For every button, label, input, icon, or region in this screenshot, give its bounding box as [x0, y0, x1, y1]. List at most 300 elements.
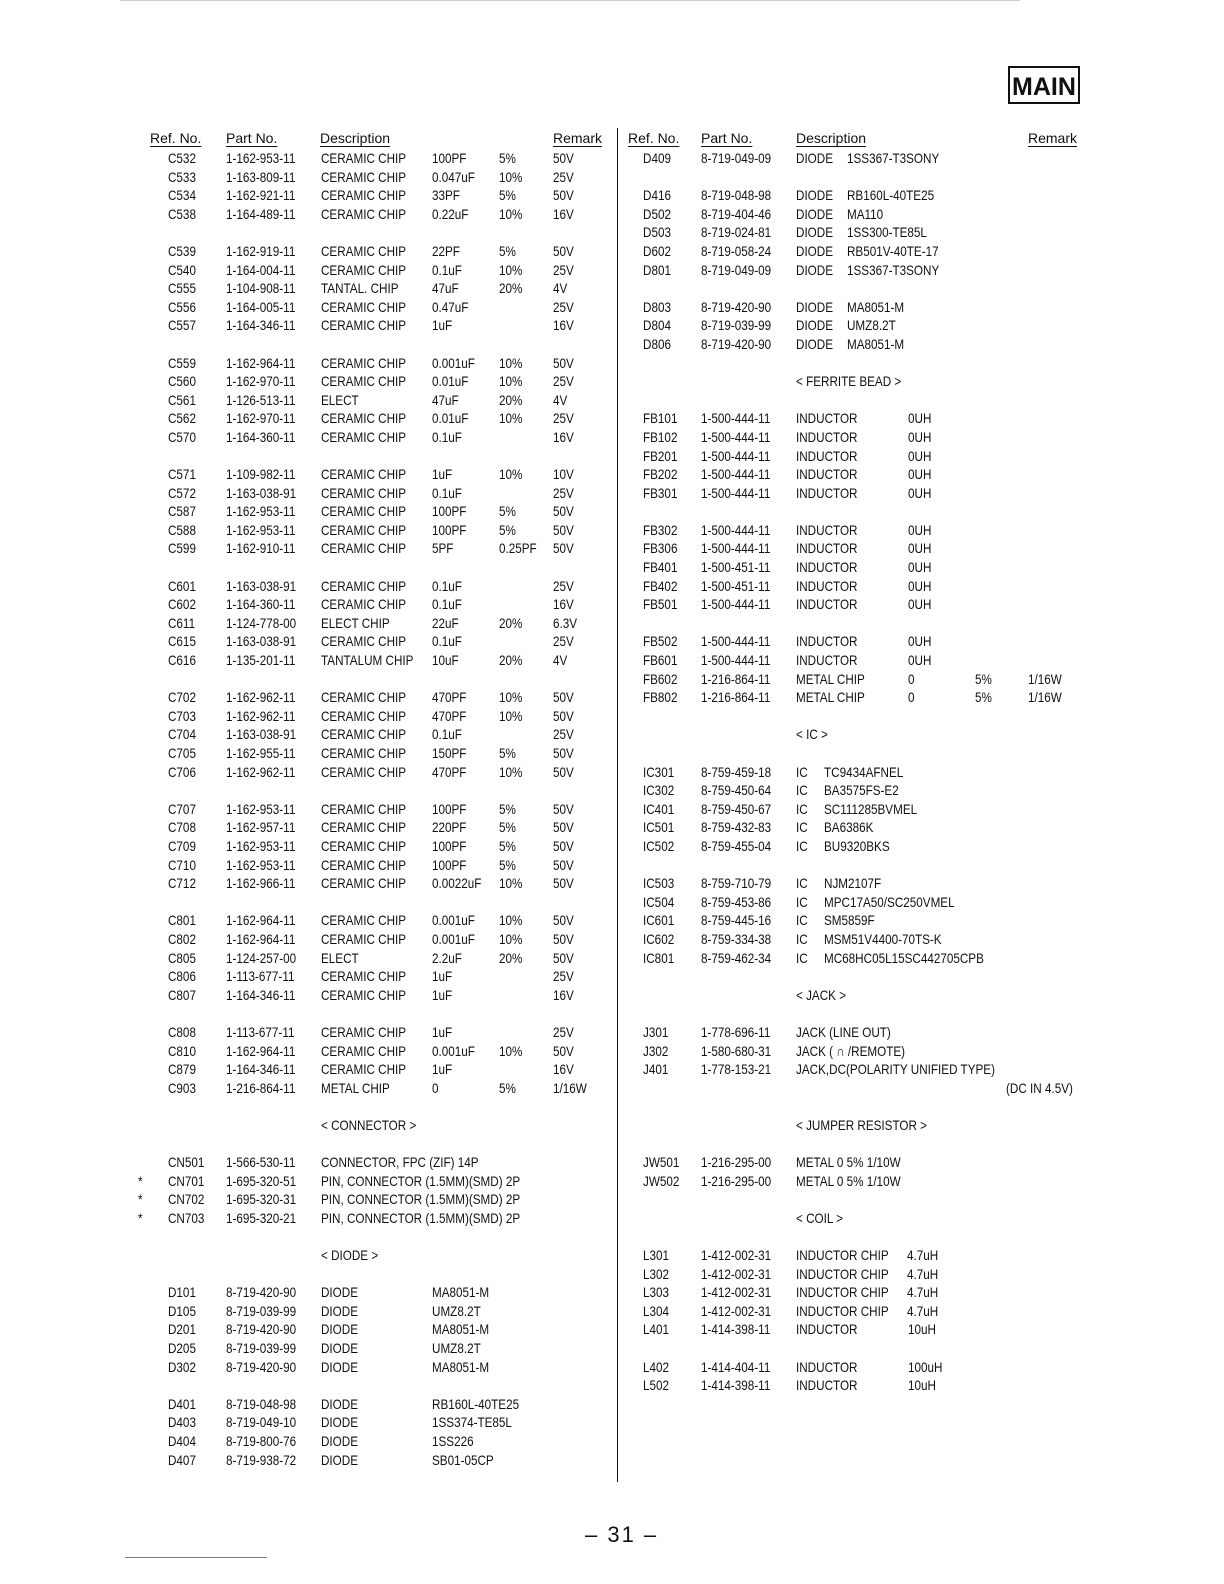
cell-description: PIN, CONNECTOR (1.5MM)(SMD) 2P: [320, 1173, 521, 1189]
cell-ref-no: C571: [167, 467, 196, 483]
table-row: [150, 987, 619, 1006]
section-heading-label: < DIODE >: [320, 1248, 379, 1264]
section-heading: [150, 1117, 619, 1136]
table-row: [150, 615, 619, 634]
cell-part-no: 1-500-444-11: [700, 597, 771, 613]
cell-description: CERAMIC CHIP: [320, 969, 407, 985]
cell-description: CERAMIC CHIP: [320, 504, 407, 520]
cell-part-no: 1-162-955-11: [225, 746, 296, 761]
cell-part-no: 1-164-360-11: [225, 429, 296, 445]
cell-description: CERAMIC CHIP: [320, 355, 407, 371]
cell-ref-no: IC302: [642, 783, 675, 799]
cell-description: INDUCTOR: [795, 1322, 858, 1338]
cell-part-no: 1-412-002-31: [700, 1266, 772, 1282]
table-row: [150, 596, 619, 615]
cell-rating: 50V: [552, 690, 574, 706]
cell-part-no: 1-500-444-11: [700, 448, 771, 464]
cell-value: NJM2107F: [823, 876, 882, 892]
cell-part-no: 1-216-864-11: [700, 690, 771, 706]
table-row: [628, 1377, 1087, 1396]
table-row: [150, 280, 619, 299]
cell-description: CERAMIC CHIP: [320, 1062, 407, 1078]
table-row: [150, 355, 619, 374]
cell-value: 1uF: [431, 969, 453, 985]
table-row: [150, 466, 619, 485]
cell-value: 0UH: [907, 467, 932, 483]
row-gap: [150, 1228, 620, 1247]
cell-tolerance: 5%: [498, 1080, 516, 1096]
table-row: [150, 1154, 619, 1173]
cell-ref-no: D105: [167, 1303, 196, 1319]
cell-rating: 50V: [552, 504, 574, 520]
table-row: [150, 857, 619, 876]
cell-tolerance: 20%: [498, 950, 523, 966]
cell-value: 0.0022uF: [431, 876, 482, 892]
cell-ref-no: CN701: [167, 1173, 205, 1189]
cell-ref-no: C555: [167, 281, 196, 297]
cell-value: MC68HC05L15SC442705CPB: [823, 950, 984, 966]
cell-description: IC: [795, 913, 808, 929]
cell-part-no: 1-162-964-11: [225, 913, 296, 929]
cell-value: UMZ8.2T: [431, 1303, 481, 1319]
cell-part-no: 1-163-809-11: [225, 169, 296, 185]
cell-marker: *: [138, 1173, 143, 1189]
cell-ref-no: C539: [167, 243, 196, 259]
cell-description: DIODE: [320, 1433, 359, 1449]
cell-ref-no: FB502: [642, 634, 678, 650]
cell-ref-no: FB802: [642, 690, 678, 706]
table-row: [628, 1173, 1087, 1192]
cell-ref-no: FB601: [642, 653, 678, 669]
cell-value: BA6386K: [823, 820, 874, 836]
cell-description: DIODE: [795, 225, 834, 241]
cell-remark: 1/16W: [1027, 690, 1062, 706]
cell-ref-no: C903: [167, 1080, 196, 1096]
cell-rating: 50V: [552, 913, 574, 929]
cell-ref-no: IC801: [642, 950, 675, 966]
table-row: [628, 931, 1087, 950]
cell-rating: 16V: [552, 1062, 574, 1078]
cell-description: IC: [795, 931, 808, 947]
cell-description: CERAMIC CHIP: [320, 262, 407, 278]
table-row: [628, 262, 1087, 281]
cell-part-no: 1-162-953-11: [225, 857, 296, 873]
cell-ref-no: C572: [167, 485, 196, 501]
cell-ref-no: FB602: [642, 671, 678, 687]
cell-description: IC: [795, 783, 808, 799]
cell-part-no: 8-719-039-99: [700, 318, 772, 334]
cell-value: 1uF: [431, 467, 453, 483]
cell-value: 1uF: [431, 318, 453, 334]
cell-tolerance: 10%: [498, 708, 523, 724]
cell-description: INDUCTOR CHIP: [795, 1303, 889, 1319]
cell-value: 10uH: [907, 1322, 936, 1338]
cell-value: 0.47uF: [431, 299, 469, 315]
table-row: [628, 150, 1087, 169]
cell-rating: 50V: [552, 151, 574, 166]
cell-value: 0UH: [907, 485, 932, 501]
cell-description: PIN, CONNECTOR (1.5MM)(SMD) 2P: [320, 1192, 521, 1208]
cell-value: MSM51V4400-70TS-K: [823, 931, 942, 947]
header-ref: Ref. No.: [150, 130, 202, 146]
section-heading: [628, 726, 1087, 745]
cell-value: 100PF: [431, 801, 467, 817]
cell-ref-no: C561: [167, 392, 196, 408]
cell-tolerance: 0.25PF: [498, 541, 537, 557]
cell-value: 1uF: [431, 1024, 453, 1040]
section-heading-label: < COIL >: [795, 1210, 843, 1226]
cell-ref-no: C805: [167, 950, 196, 966]
cell-value: RB160L-40TE25: [846, 188, 935, 204]
cell-description: INDUCTOR: [795, 485, 858, 501]
table-row: [150, 150, 619, 169]
cell-ref-no: CN703: [167, 1210, 205, 1226]
cell-value: SC111285BVMEL: [823, 801, 918, 817]
table-row: [628, 1154, 1087, 1173]
cell-description: CERAMIC CHIP: [320, 727, 407, 743]
cell-rating: 50V: [552, 950, 574, 966]
cell-value: 0.1uF: [431, 485, 462, 501]
cell-ref-no: D404: [167, 1433, 196, 1449]
cell-value: 1uF: [431, 1062, 453, 1078]
cell-tolerance: 5%: [974, 690, 992, 706]
cell-description: CERAMIC CHIP: [320, 429, 407, 445]
cell-ref-no: D407: [167, 1452, 196, 1468]
table-row: [628, 1024, 1087, 1043]
cell-ref-no: C599: [167, 541, 196, 557]
cell-ref-no: C801: [167, 913, 196, 929]
table-row: [628, 652, 1087, 671]
table-row: [150, 243, 619, 262]
cell-description: INDUCTOR: [795, 578, 858, 594]
cell-part-no: 8-759-459-18: [700, 764, 772, 780]
table-row: [628, 801, 1087, 820]
table-row: [150, 187, 619, 206]
cell-description: TANTALUM CHIP: [320, 653, 414, 669]
cell-part-no: 1-109-982-11: [225, 467, 296, 483]
cell-part-no: 1-164-346-11: [225, 1062, 296, 1078]
cell-description: METAL 0 5% 1/10W: [795, 1173, 901, 1189]
table-row: [138, 1210, 619, 1229]
cell-part-no: 1-164-489-11: [225, 206, 296, 222]
cell-description: CERAMIC CHIP: [320, 746, 407, 761]
cell-tolerance: 5%: [498, 188, 516, 204]
cell-rating: 25V: [552, 969, 574, 985]
cell-ref-no: C708: [167, 820, 196, 836]
cell-description: CERAMIC CHIP: [320, 913, 407, 929]
cell-value: 4.7uH: [906, 1285, 939, 1301]
cell-description: INDUCTOR: [795, 467, 858, 483]
table-row: [150, 1396, 619, 1415]
cell-ref-no: D803: [642, 299, 671, 315]
cell-part-no: 1-500-444-11: [700, 634, 771, 650]
row-gap: [150, 1377, 620, 1396]
column-header: [150, 126, 620, 150]
cell-part-no: 8-719-049-09: [700, 151, 772, 166]
table-row: [628, 1284, 1087, 1303]
cell-ref-no: FB201: [642, 448, 678, 464]
cell-rating: 50V: [552, 1043, 574, 1059]
cell-value: 1SS367-T3SONY: [846, 151, 940, 166]
cell-value: 100PF: [431, 504, 467, 520]
table-row: [150, 485, 619, 504]
cell-tolerance: 10%: [498, 876, 523, 892]
cell-tolerance: 10%: [498, 913, 523, 929]
cell-ref-no: L303: [642, 1285, 670, 1301]
cell-part-no: 1-163-038-91: [225, 578, 297, 594]
table-row: [150, 1433, 619, 1452]
cell-description: CERAMIC CHIP: [320, 987, 407, 1003]
cell-part-no: 8-719-420-90: [700, 299, 772, 315]
cell-tolerance: 10%: [498, 931, 523, 947]
cell-ref-no: FB402: [642, 578, 678, 594]
section-heading-label: < IC >: [795, 727, 828, 743]
cell-part-no: 1-162-964-11: [225, 355, 296, 371]
cell-description: METAL CHIP: [795, 671, 865, 687]
cell-rating: 25V: [552, 411, 574, 427]
cell-ref-no: D804: [642, 318, 671, 334]
cell-part-no: 1-163-038-91: [225, 727, 297, 743]
cell-ref-no: L401: [642, 1322, 670, 1338]
cell-value: 0.1uF: [431, 634, 462, 650]
table-row: [628, 671, 1087, 690]
cell-rating: 6.3V: [552, 615, 578, 631]
cell-description: CERAMIC CHIP: [320, 820, 407, 836]
row-gap: [150, 671, 620, 690]
cell-description: CERAMIC CHIP: [320, 801, 407, 817]
cell-remark: (DC IN 4.5V): [1005, 1080, 1073, 1096]
cell-description: CERAMIC CHIP: [320, 1043, 407, 1059]
cell-value: 1uF: [431, 987, 453, 1003]
row-gap: [628, 355, 1088, 374]
cell-description: DIODE: [320, 1285, 359, 1301]
row-gap: [150, 559, 620, 578]
cell-value: MA110: [846, 206, 884, 222]
cell-tolerance: 5%: [974, 671, 992, 687]
cell-part-no: 1-162-953-11: [225, 522, 296, 538]
cell-value: UMZ8.2T: [431, 1341, 481, 1356]
table-row: [628, 336, 1087, 355]
cell-ref-no: D201: [167, 1322, 196, 1338]
cell-description: IC: [795, 876, 808, 892]
table-row: [150, 1452, 619, 1471]
cell-part-no: 8-719-404-46: [700, 206, 772, 222]
cell-tolerance: 10%: [498, 206, 523, 222]
header-desc: Description: [796, 130, 867, 146]
cell-description: DIODE: [320, 1359, 359, 1375]
row-gap: [150, 894, 620, 913]
section-heading: [628, 1117, 1087, 1136]
cell-ref-no: C702: [167, 690, 196, 706]
cell-description: INDUCTOR: [795, 560, 858, 576]
cell-ref-no: C807: [167, 987, 196, 1003]
cell-value: 0.1uF: [431, 429, 462, 445]
cell-value: 1SS367-T3SONY: [846, 262, 940, 278]
cell-value: 0.001uF: [431, 913, 475, 929]
cell-part-no: 1-695-320-51: [225, 1173, 297, 1189]
cell-rating: 25V: [552, 374, 574, 390]
table-row: [150, 968, 619, 987]
cell-description: CONNECTOR, FPC (ZIF) 14P: [320, 1155, 479, 1171]
table-row: [628, 578, 1087, 597]
table-row: [150, 745, 619, 764]
cell-part-no: 1-162-964-11: [225, 931, 296, 947]
table-row: [150, 1359, 619, 1378]
top-rule: [120, 0, 1020, 1]
cell-part-no: 8-759-453-86: [700, 894, 772, 910]
cell-ref-no: C562: [167, 411, 196, 427]
cell-description: INDUCTOR: [795, 429, 858, 445]
cell-part-no: 1-500-444-11: [700, 485, 771, 501]
cell-part-no: 8-719-048-98: [700, 188, 772, 204]
cell-rating: 16V: [552, 318, 574, 334]
cell-part-no: 1-164-360-11: [225, 597, 296, 613]
cell-ref-no: J301: [642, 1024, 669, 1040]
table-row: [150, 875, 619, 894]
cell-value: 22PF: [431, 243, 460, 259]
cell-value: 0UH: [907, 578, 932, 594]
table-row: [150, 410, 619, 429]
cell-ref-no: L304: [642, 1303, 670, 1319]
cell-tolerance: 20%: [498, 392, 523, 408]
cell-description: INDUCTOR: [795, 1359, 858, 1375]
cell-rating: 50V: [552, 188, 574, 204]
cell-description: METAL CHIP: [320, 1080, 390, 1096]
cell-tolerance: 20%: [498, 615, 523, 631]
cell-description: CERAMIC CHIP: [320, 522, 407, 538]
cell-description: IC: [795, 894, 808, 910]
cell-description: INDUCTOR CHIP: [795, 1285, 889, 1301]
cell-part-no: 1-162-970-11: [225, 374, 296, 390]
cell-value: 1SS226: [431, 1433, 474, 1449]
cell-ref-no: C557: [167, 318, 196, 334]
row-gap: [628, 392, 1088, 411]
cell-part-no: 8-759-710-79: [700, 876, 772, 892]
cell-ref-no: FB301: [642, 485, 678, 501]
cell-tolerance: 10%: [498, 467, 523, 483]
table-row: [628, 1303, 1087, 1322]
cell-description: TANTAL. CHIP: [320, 281, 399, 297]
cell-value: 220PF: [431, 820, 467, 836]
cell-rating: 25V: [552, 634, 574, 650]
cell-ref-no: JW502: [642, 1173, 680, 1189]
cell-description: CERAMIC CHIP: [320, 541, 407, 557]
cell-rating: 1/16W: [552, 1080, 587, 1096]
table-row: [628, 1080, 1087, 1099]
cell-part-no: 8-719-058-24: [700, 243, 772, 259]
cell-value: 0: [431, 1080, 439, 1096]
cell-rating: 25V: [552, 1024, 574, 1040]
cell-description: CERAMIC CHIP: [320, 318, 407, 334]
cell-ref-no: D302: [167, 1359, 196, 1375]
cell-tolerance: 10%: [498, 374, 523, 390]
page-number: – 31 –: [585, 1522, 659, 1547]
table-row: [628, 1321, 1087, 1340]
table-row: [628, 317, 1087, 336]
cell-description: DIODE: [320, 1452, 359, 1468]
cell-part-no: 1-695-320-21: [225, 1210, 297, 1226]
cell-description: CERAMIC CHIP: [320, 188, 407, 204]
cell-value: 4.7uH: [906, 1266, 939, 1282]
cell-description: DIODE: [795, 318, 834, 334]
cell-part-no: 1-500-444-11: [700, 541, 771, 557]
cell-rating: 4V: [552, 392, 568, 408]
cell-tolerance: 5%: [498, 801, 516, 817]
table-row: [628, 782, 1087, 801]
row-gap: [628, 745, 1088, 764]
cell-description: DIODE: [320, 1322, 359, 1338]
cell-description: CERAMIC CHIP: [320, 876, 407, 892]
cell-part-no: 8-759-334-38: [700, 931, 772, 947]
cell-value: 0.001uF: [431, 355, 475, 371]
table-row: [628, 243, 1087, 262]
table-row: [150, 1303, 619, 1322]
cell-part-no: 1-500-451-11: [700, 560, 771, 576]
cell-ref-no: C703: [167, 708, 196, 724]
cell-description: CERAMIC CHIP: [320, 931, 407, 947]
table-row: [628, 596, 1087, 615]
table-row: [138, 1173, 619, 1192]
cell-description: CERAMIC CHIP: [320, 578, 407, 594]
table-row: [150, 1024, 619, 1043]
table-row: [628, 485, 1087, 504]
cell-description: CERAMIC CHIP: [320, 485, 407, 501]
cell-tolerance: 5%: [498, 243, 516, 259]
table-row: [150, 392, 619, 411]
cell-part-no: 1-500-451-11: [700, 578, 771, 594]
cell-ref-no: C556: [167, 299, 196, 315]
cell-part-no: 8-719-420-90: [225, 1322, 297, 1338]
cell-ref-no: L302: [642, 1266, 670, 1282]
cell-description: CERAMIC CHIP: [320, 597, 407, 613]
cell-ref-no: FB302: [642, 522, 678, 538]
cell-ref-no: FB306: [642, 541, 678, 557]
cell-part-no: 1-164-346-11: [225, 318, 296, 334]
cell-description: DIODE: [795, 151, 834, 166]
cell-ref-no: IC502: [642, 838, 675, 854]
header-remark: Remark: [1028, 130, 1078, 146]
table-row: [628, 448, 1087, 467]
cell-tolerance: 10%: [498, 262, 523, 278]
cell-value: 100PF: [431, 151, 467, 166]
cell-value: MPC17A50/SC250VMEL: [823, 894, 955, 910]
table-row: [150, 522, 619, 541]
cell-part-no: 8-759-450-67: [700, 801, 772, 817]
cell-description: METAL CHIP: [795, 690, 865, 706]
table-row: [628, 764, 1087, 783]
cell-value: 0.22uF: [431, 206, 469, 222]
cell-part-no: 1-566-530-11: [225, 1155, 296, 1171]
table-row: [628, 819, 1087, 838]
cell-value: 470PF: [431, 708, 467, 724]
cell-description: DIODE: [795, 262, 834, 278]
cell-description: CERAMIC CHIP: [320, 857, 407, 873]
cell-description: ELECT: [320, 392, 359, 408]
table-row: [150, 578, 619, 597]
cell-ref-no: C808: [167, 1024, 196, 1040]
cell-rating: 50V: [552, 801, 574, 817]
cell-value: 5PF: [431, 541, 454, 557]
cell-part-no: 8-719-800-76: [225, 1433, 297, 1449]
table-row: [628, 466, 1087, 485]
cell-ref-no: C560: [167, 374, 196, 390]
cell-value: 0.01uF: [431, 374, 469, 390]
cell-value: MA8051-M: [846, 299, 905, 315]
header-part: Part No.: [226, 130, 278, 146]
cell-rating: 25V: [552, 262, 574, 278]
table-row: [150, 950, 619, 969]
cell-description: INDUCTOR: [795, 1378, 858, 1394]
